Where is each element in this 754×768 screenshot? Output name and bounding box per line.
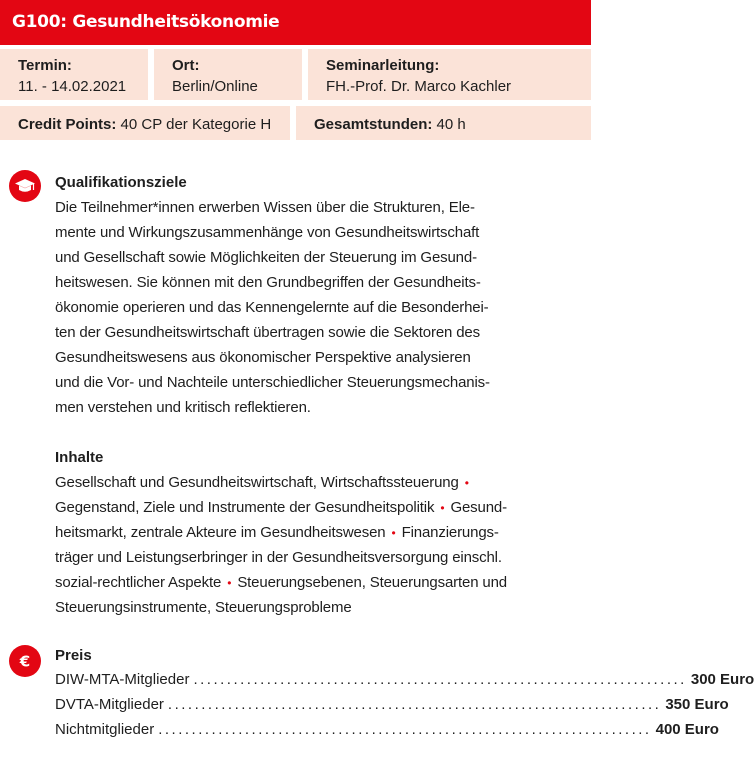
price-row — [55, 696, 729, 716]
ort-value: Berlin/Online — [172, 78, 258, 95]
dot-leader: .......................................................................... — [193, 671, 687, 688]
text-line: und Gesellschaft sowie Möglichkeiten der Steuerung im Gesund- — [55, 249, 477, 266]
text-segment: heitsmarkt, zentrale Akteure im Gesundheitswesen — [55, 524, 386, 541]
text-line — [55, 498, 507, 518]
termin-cell — [0, 49, 148, 100]
text-segment: Steuerungsebenen, Steuerungsarten und — [237, 574, 507, 591]
text-segment: Finanzierungs- — [401, 524, 499, 541]
seminarleitung-cell — [308, 49, 591, 100]
text-segment: Steuerungsinstrumente, Steuerungsprobleme — [55, 599, 352, 616]
text-segment: sozial-rechtlicher Aspekte — [55, 574, 222, 591]
text-line: mente und Wirkungszusammenhänge von Gesundheitswirtschaft — [55, 224, 480, 241]
termin-value: 11. - 14.02.2021 — [18, 78, 127, 95]
credit-points-value: 40 CP der Kategorie H — [120, 116, 272, 133]
credit-points-label: Credit Points: — [18, 116, 117, 133]
price-value: 300 Euro — [690, 671, 754, 688]
svg-text:€: € — [19, 652, 31, 671]
gesamtstunden-value: 40 h — [436, 116, 466, 133]
graduation-cap-icon — [9, 170, 41, 202]
bullet-separator: • — [440, 501, 445, 515]
text-line — [55, 473, 471, 493]
course-title: G100: Gesundheitsökonomie — [0, 0, 591, 45]
price-group-name: Nichtmitglieder — [55, 721, 155, 738]
text-line: men verstehen und kritisch reflektieren. — [55, 399, 311, 416]
price-row — [55, 721, 719, 741]
text-segment: Gesund- — [450, 499, 507, 516]
text-line — [55, 548, 502, 568]
bullet-separator: • — [464, 476, 469, 490]
text-line: ten der Gesundheitswirtschaft übertragen sowie die Sektoren des — [55, 324, 480, 341]
gesamtstunden-cell — [296, 106, 591, 140]
text-segment: träger und Leistungserbringer in der Gesundheitsversorgung einschl. — [55, 549, 502, 566]
text-segment: Gesellschaft und Gesundheitswirtschaft, Wirtschaftssteuerung — [55, 474, 459, 491]
qualifikationsziele-heading: Qualifikationsziele — [55, 174, 187, 191]
price-row — [55, 671, 754, 691]
ort-cell — [154, 49, 302, 100]
inhalte-heading: Inhalte — [55, 449, 104, 466]
text-line: Die Teilnehmer*innen erwerben Wissen über die Strukturen, Ele- — [55, 199, 475, 216]
text-line: Gesundheitswesens aus ökonomischer Perspektive analysieren — [55, 349, 471, 366]
dot-leader: .......................................................................... — [158, 721, 652, 738]
dot-leader: .......................................................................... — [167, 696, 662, 713]
price-group-name: DVTA-Mitglieder — [55, 696, 164, 713]
text-line — [55, 598, 352, 618]
text-line — [55, 523, 499, 543]
price-value: 400 Euro — [655, 721, 719, 738]
text-line: ökonomie operieren und das Kennengelernte auf die Besonderhei- — [55, 299, 489, 316]
price-value: 350 Euro — [665, 696, 729, 713]
seminarleitung-label: Seminarleitung: — [326, 57, 440, 74]
termin-label: Termin: — [18, 57, 72, 74]
credit-points-cell — [0, 106, 290, 140]
text-line — [55, 573, 507, 593]
bullet-separator: • — [391, 526, 396, 540]
gesamtstunden-label: Gesamtstunden: — [314, 116, 433, 133]
euro-icon — [9, 645, 41, 677]
text-line: und die Vor- und Nachteile unterschiedlicher Steuerungsmechanis- — [55, 374, 490, 391]
price-group-name: DIW-MTA-Mitglieder — [55, 671, 190, 688]
preis-heading: Preis — [55, 647, 92, 664]
text-line: heitswesen. Sie können mit den Grundbegriffen der Gesundheits- — [55, 274, 481, 291]
ort-label: Ort: — [172, 57, 200, 74]
seminarleitung-value: FH.-Prof. Dr. Marco Kachler — [326, 78, 512, 95]
bullet-separator: • — [227, 576, 232, 590]
text-segment: Gegenstand, Ziele und Instrumente der Gesundheitspolitik — [55, 499, 435, 516]
